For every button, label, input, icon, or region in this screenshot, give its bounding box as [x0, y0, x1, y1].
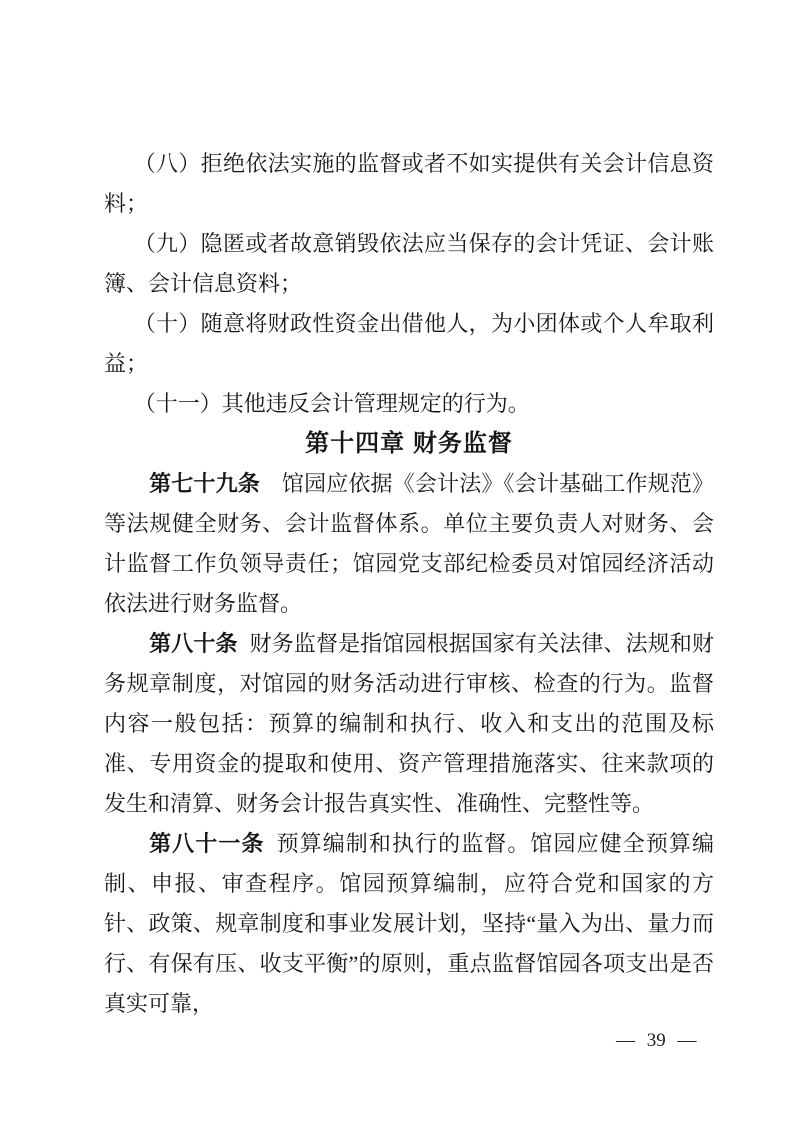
clause-item-9: （九）隐匿或者故意销毁依法应当保存的会计凭证、会计账簿、会计信息资料； — [104, 231, 714, 296]
clause-item-8: （八）拒绝依法实施的监督或者不如实提供有关会计信息资料； — [104, 151, 714, 216]
article-81-text: 预算编制和执行的监督。馆园应健全预算编制、申报、审查程序。馆园预算编制，应符合党和国家的方针、政策、规章制度和事业发展计划，坚持“量入为出、量力而行、有保有压、收支平衡”的原则，重点监督馆园各项支出是否真实可靠， — [104, 831, 714, 1016]
article-79-text: 馆园应依据《会计法》《会计基础工作规范》等法规健全财务、会计监督体系。单位主要负责人对财务、会计监督工作负领导责任；馆园党支部纪检委员对馆园经济活动依法进行财务监督。 — [104, 471, 714, 616]
article-80-number: 第八十条 — [149, 631, 238, 656]
articles-section — [104, 464, 714, 1024]
clause-item-11: （十一）其他违反会计管理规定的行为。 — [133, 391, 530, 416]
page-number-label: — 39 — — [616, 1030, 697, 1051]
article-79 — [104, 464, 714, 624]
article-81-number: 第八十一条 — [149, 831, 265, 856]
article-79-number: 第七十九条 — [149, 471, 260, 496]
clause-item-10: （十）随意将财政性资金出借他人，为小团体或个人牟取利益； — [104, 311, 714, 376]
document-body — [104, 144, 714, 1024]
article-80 — [104, 624, 714, 824]
article-81 — [104, 824, 714, 1024]
chapter-heading: 第十四章 财务监督 — [305, 430, 513, 457]
page-number — [616, 1028, 697, 1054]
article-80-text: 财务监督是指馆园根据国家有关法律、法规和财务规章制度，对馆园的财务活动进行审核、检查的行为。监督内容一般包括：预算的编制和执行、收入和支出的范围及标准、专用资金的提取和使用、资产管理措施落实、往来款项的发生和清算、财务会计报告真实性、准确性、完整性等。 — [104, 631, 714, 816]
